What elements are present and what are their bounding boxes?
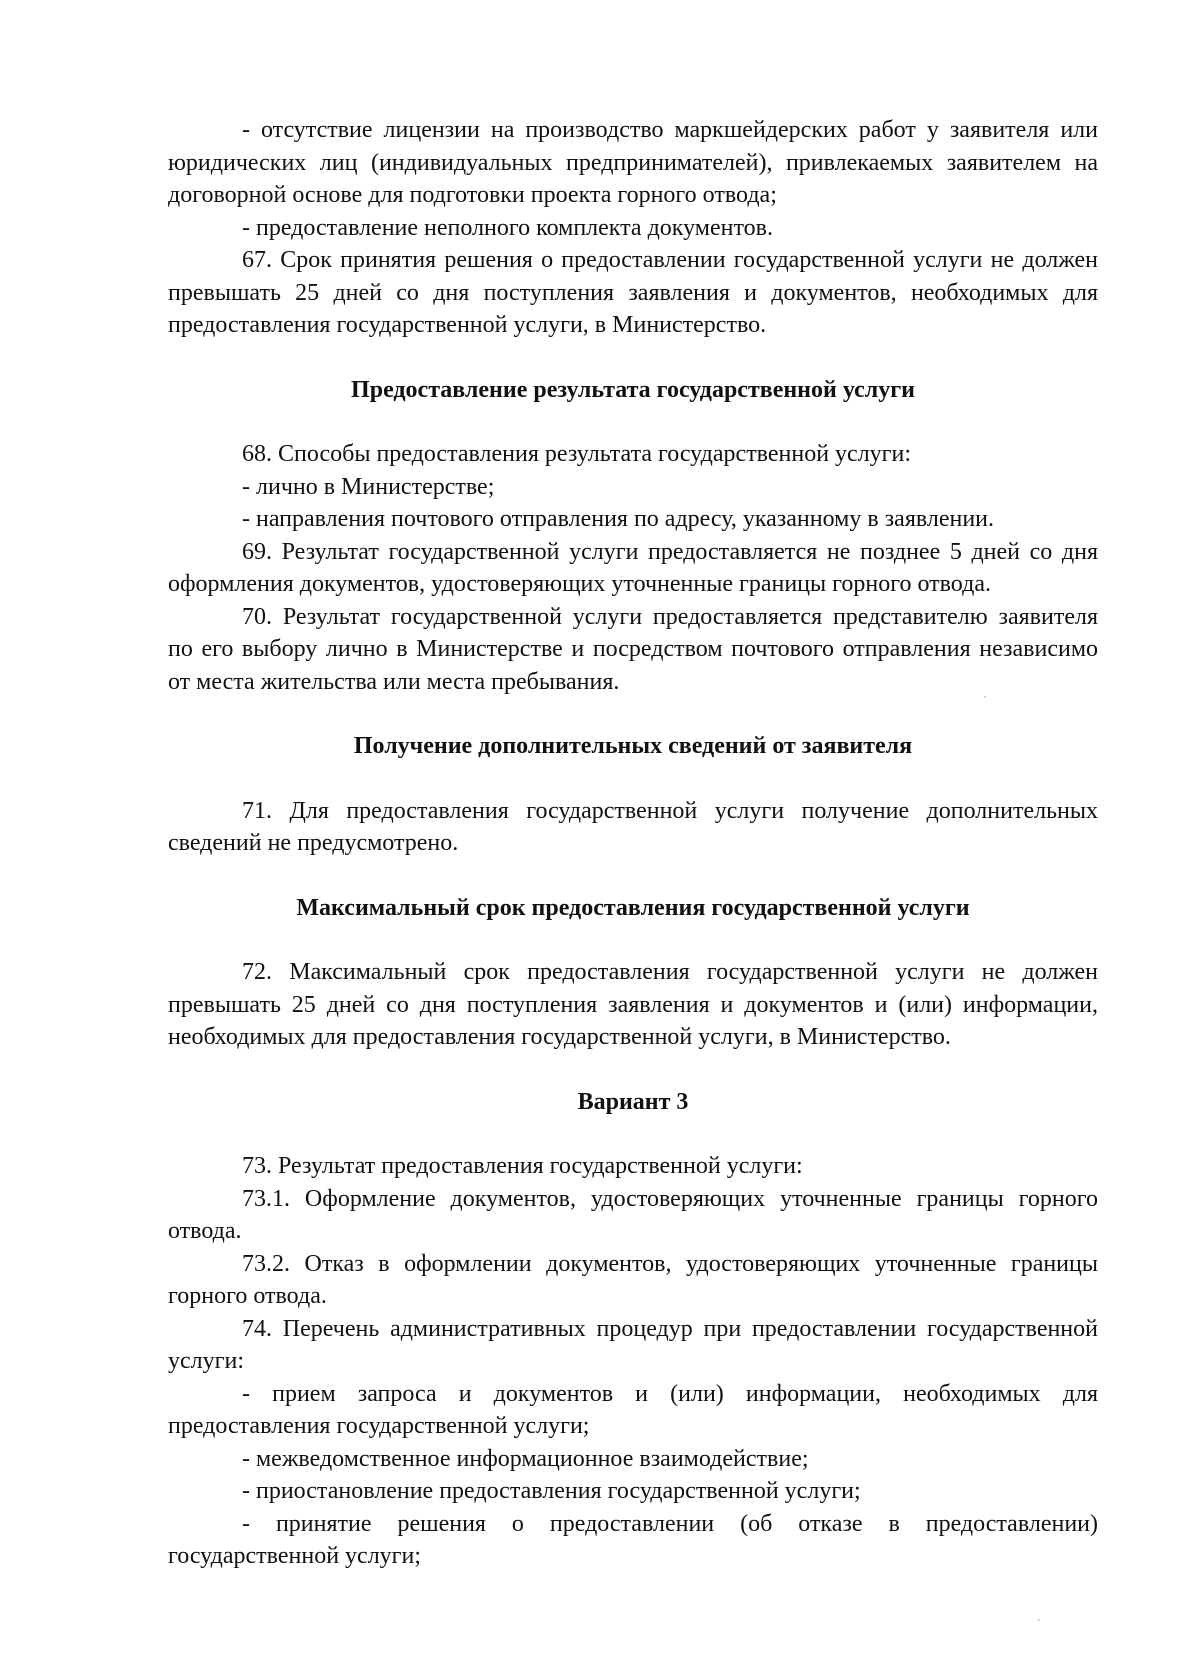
paragraph-73: 73. Результат предоставления государственной услуги: [242,1153,803,1179]
heading-max-term: Максимальный срок предоставления государственной услуги [296,894,970,921]
paragraph-no-license: - отсутствие лицензии на производство маркшейдерских работ у заявителя или юридических лиц (индивидуальных предпринимателей), привлекаемых заявителем на договорной основе для подготовки проекта горного отвода; [168,117,1098,208]
scan-speck [1038,1619,1040,1621]
paragraph-69: 69. Результат государственной услуги предоставляется не позднее 5 дней со дня оформления документов, удостоверяющих уточненные границы горного отвода. [168,538,1098,597]
paragraph-68: 68. Способы предоставления результата государственной услуги: [242,441,912,467]
paragraph-73-2: 73.2. Отказ в оформлении документов, удостоверяющих уточненные границы горного отвода. [168,1250,1098,1309]
paragraph-70: 70. Результат государственной услуги предоставляется представителю заявителя по его выбору лично в Министерстве и посредством почтового отправления независимо от места жительства или места пребывания. [168,603,1098,695]
heading-variant-3: Вариант 3 [577,1088,689,1115]
paragraph-74-suspension: - приостановление предоставления государственной услуги; [242,1478,861,1504]
paragraph-74: 74. Перечень административных процедур при предоставлении государственной услуги: [168,1315,1098,1374]
paragraph-74-decision: - принятие решения о предоставлении (об отказе в предоставлении) государственной услуги; [168,1510,1098,1569]
heading-result-delivery: Предоставление результата государственной услуги [351,376,915,403]
paragraph-73-1: 73.1. Оформление документов, удостоверяющих уточненные границы горного отвода. [168,1185,1098,1244]
heading-additional-info: Получение дополнительных сведений от заявителя [353,733,913,759]
paragraph-74-request: - прием запроса и документов и (или) информации, необходимых для предоставления государственной услуги; [168,1380,1098,1439]
paragraph-incomplete-docs: - предоставление неполного комплекта документов. [242,214,773,241]
paragraph-67: 67. Срок принятия решения о предоставлении государственной услуги не должен превышать 25 дней со дня поступления заявления и документов, необходимых для предоставления государственной услуги, в Министерство. [168,247,1098,338]
paragraph-71: 71. Для предоставления государственной услуги получение дополнительных сведений не предусмотрено. [168,797,1098,856]
paragraph-72: 72. Максимальный срок предоставления государственной услуги не должен превышать 25 дней со дня поступления заявления и документов и (или) информации, необходимых для предоставления государственной услуги, в Министерство. [168,959,1098,1050]
paragraph-74-interaction: - межведомственное информационное взаимодействие; [242,1445,809,1472]
scan-speck [984,696,986,698]
paragraph-68-by-mail: - направления почтового отправления по адресу, указанному в заявлении. [242,506,995,532]
document-body [168,114,1098,1573]
paragraph-68-in-person: - лично в Министерстве; [242,473,495,500]
